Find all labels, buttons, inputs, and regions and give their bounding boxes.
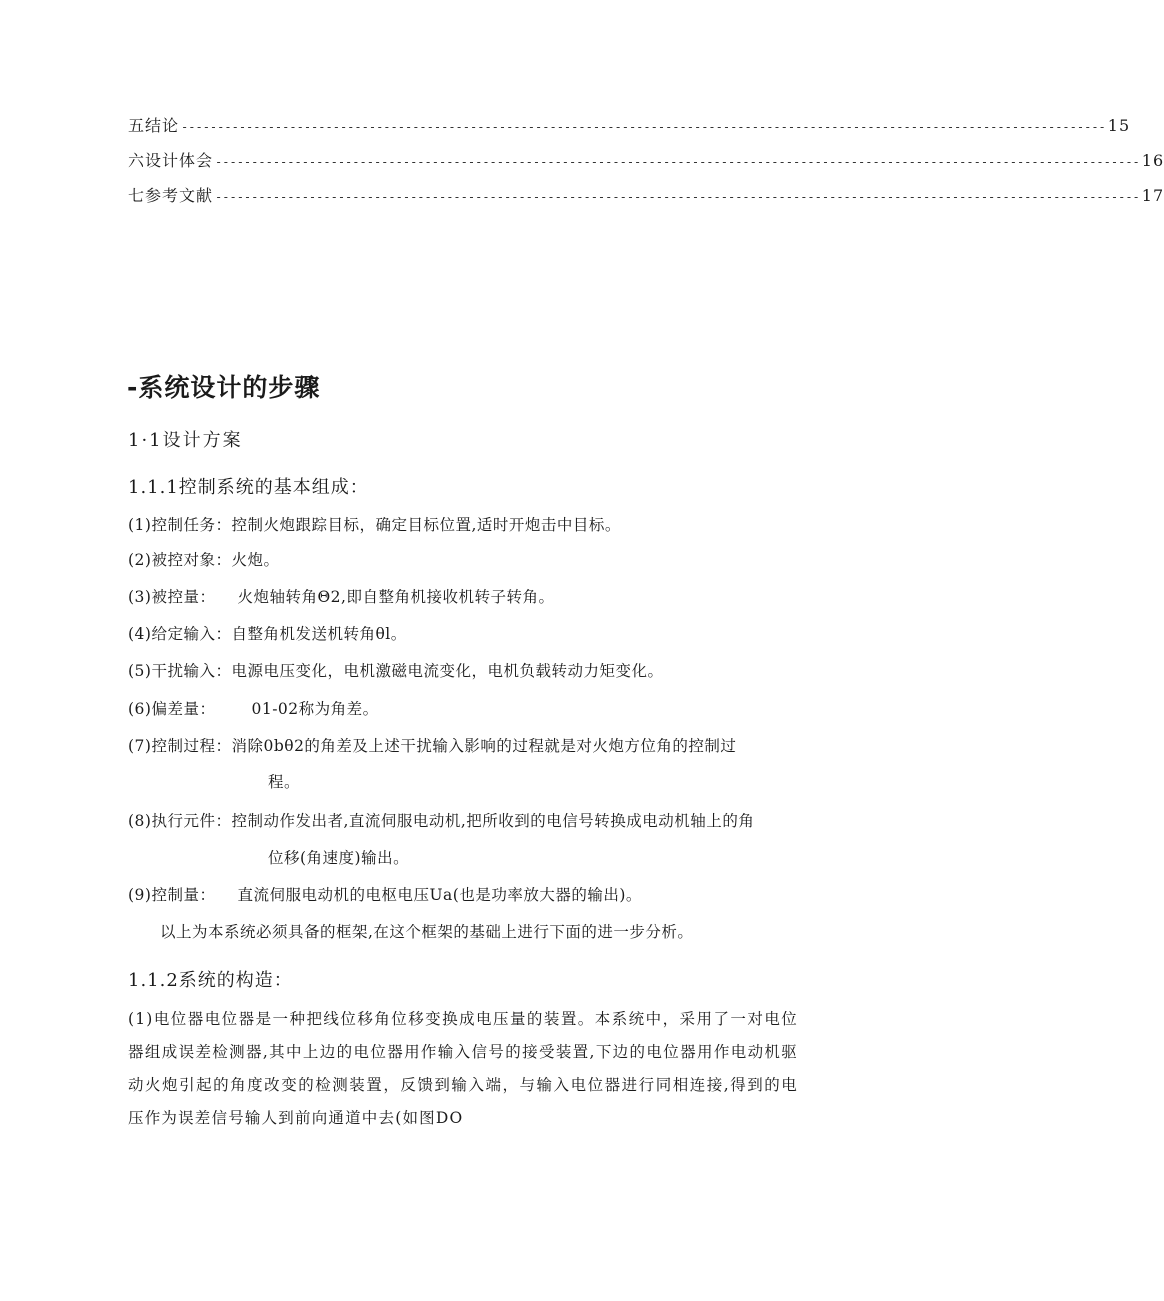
item-control-process-cont: 程。 <box>268 773 301 791</box>
potentiometer-paragraph: (1)电位器电位器是一种把线位移角位移变换成电压量的装置。本系统中，采用了一对电位器组成误差检测器,其中上边的电位器用作输入信号的接受装置,下边的电位器用作电动机驱动火炮引起的角度改变的检测装置，反馈到输入端，与输入电位器进行同相连接,得到的电压作为误差信号输人到前向通道中去(如图DO <box>128 1010 798 1127</box>
toc-entry-references[interactable] <box>128 183 1164 218</box>
item-control-task: (1)控制任务：控制火炮跟踪目标，确定目标位置,适时开炮击中目标。 <box>128 516 621 534</box>
toc-entry-conclusion[interactable] <box>128 113 1131 148</box>
section-heading-1-1-1: 1.1.1控制系统的基本组成： <box>128 477 369 498</box>
item-text: 火炮轴转角Θ2,即自整角机接收机转子转角。 <box>237 588 555 606</box>
section-heading-1-1: 1·1设计方案 <box>128 430 243 451</box>
item-control-quantity <box>128 883 642 905</box>
toc-leader: -------------------------------------------------------------------------------------------------------------------------------- <box>215 190 1140 204</box>
item-label: (3)被控量： <box>128 588 216 606</box>
item-text: 01-02称为角差。 <box>251 700 379 718</box>
item-controlled-variable <box>128 585 554 607</box>
item-control-process: (7)控制过程：消除0bθ2的角差及上述干扰输入影响的过程就是对火炮方位角的控制过 <box>128 737 737 755</box>
item-text: 直流伺服电动机的电枢电压Ua(也是功率放大器的输出)。 <box>237 886 642 904</box>
item-given-input: (4)给定输入：自整角机发送机转角θl。 <box>128 625 407 643</box>
item-actuator: (8)执行元件：控制动作发出者,直流伺服电动机,把所收到的电信号转换成电动机轴上的角 <box>128 812 755 830</box>
toc-leader: -------------------------------------------------------------------------------------------------------------------------------- <box>181 120 1106 134</box>
item-label: (6)偏差量： <box>128 700 216 718</box>
toc-page-number: 17 <box>1141 186 1164 205</box>
item-disturbance-input: (5)干扰输入：电源电压变化，电机激磁电流变化，电机负载转动力矩变化。 <box>128 662 664 680</box>
toc-entry-design-experience[interactable] <box>128 148 1164 183</box>
toc-page-number: 15 <box>1107 116 1131 135</box>
toc-title: 五结论 <box>128 116 180 135</box>
item-actuator-cont: 位移(角速度)输出。 <box>268 849 410 867</box>
section-heading-1-1-2: 1.1.2系统的构造： <box>128 970 293 991</box>
toc-title: 六设计体会 <box>128 151 214 170</box>
item-controlled-object: (2)被控对象：火炮。 <box>128 551 280 569</box>
toc-leader: -------------------------------------------------------------------------------------------------------------------------------- <box>215 155 1140 169</box>
summary-sentence: 以上为本系统必须具备的框架,在这个框架的基础上进行下面的进一步分析。 <box>160 923 694 941</box>
toc-page-number: 16 <box>1141 151 1164 170</box>
table-of-contents <box>128 113 1164 218</box>
item-label: (9)控制量： <box>128 886 216 904</box>
toc-title: 七参考文献 <box>128 186 214 205</box>
chapter-heading: -系统设计的步骤 <box>127 373 321 402</box>
item-deviation <box>128 697 379 719</box>
